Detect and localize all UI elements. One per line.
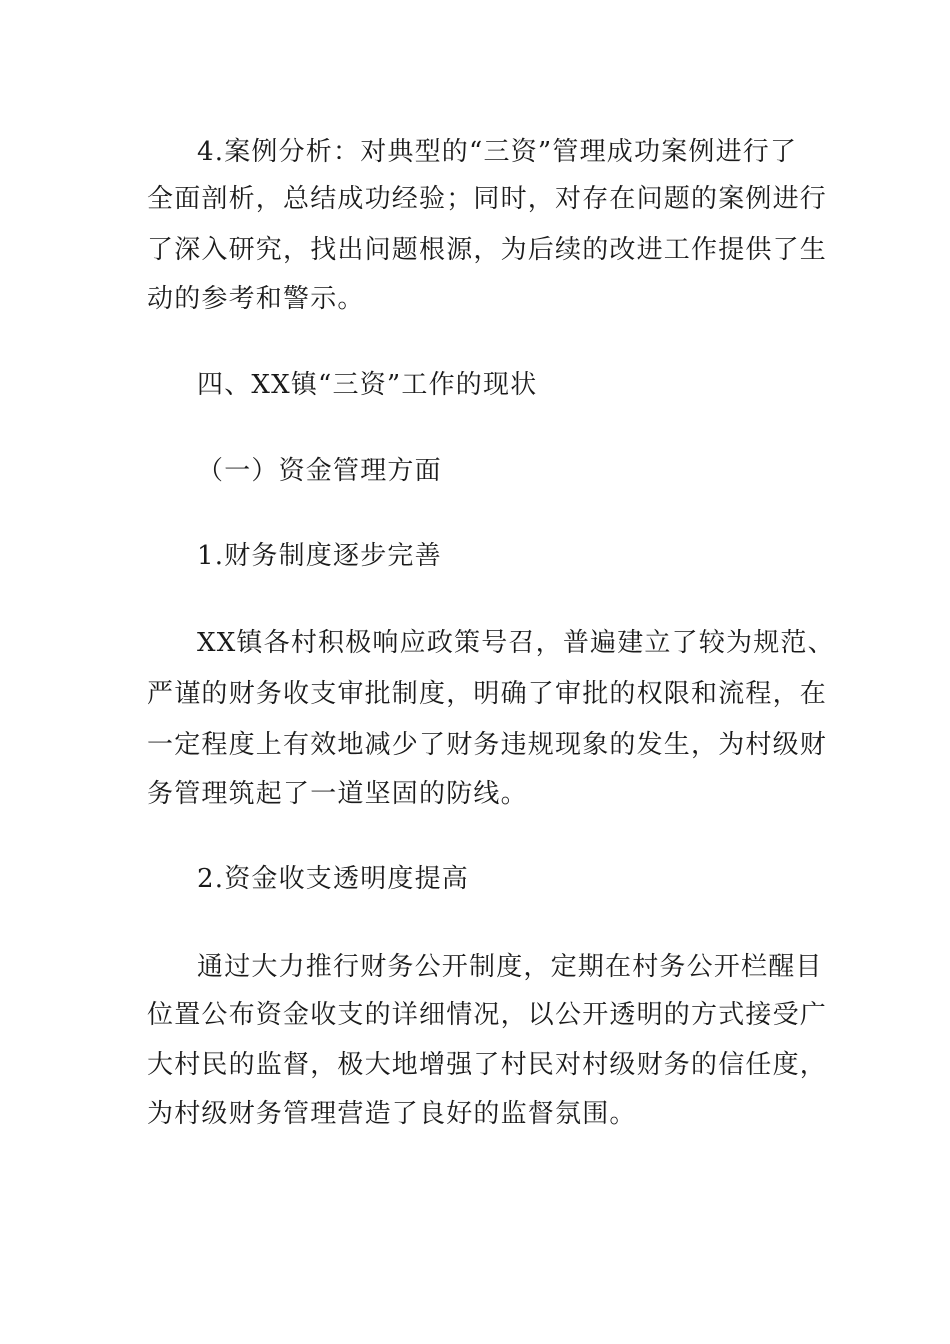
section-heading: 四、XX镇“三资”工作的现状 [197, 370, 538, 400]
paragraph-3-line-4: 为村级财务管理营造了良好的监督氛围。 [147, 1099, 637, 1129]
paragraph-3-line-3: 大村民的监督，极大地增强了村民对村级财务的信任度， [147, 1050, 828, 1080]
item-2-title: 2.资金收支透明度提高 [197, 864, 470, 894]
paragraph-1-line-1: 4.案例分析：对典型的“三资”管理成功案例进行了 [197, 137, 798, 167]
item-1-title: 1.财务制度逐步完善 [197, 541, 442, 571]
paragraph-3-line-1: 通过大力推行财务公开制度，定期在村务公开栏醒目 [197, 952, 823, 982]
paragraph-1-line-2: 全面剖析，总结成功经验；同时，对存在问题的案例进行 [147, 184, 828, 214]
paragraph-2-line-3: 一定程度上有效地减少了财务违规现象的发生，为村级财 [147, 730, 828, 760]
paragraph-1-line-3: 了深入研究，找出问题根源，为后续的改进工作提供了生 [147, 235, 828, 265]
paragraph-2-line-2: 严谨的财务收支审批制度，明确了审批的权限和流程，在 [147, 679, 828, 709]
paragraph-3-line-2: 位置公布资金收支的详细情况，以公开透明的方式接受广 [147, 1000, 828, 1030]
paragraph-1-line-4: 动的参考和警示。 [147, 284, 365, 314]
subsection-heading: （一）资金管理方面 [197, 456, 442, 486]
paragraph-2-line-4: 务管理筑起了一道坚固的防线。 [147, 779, 528, 809]
paragraph-2-line-1: XX镇各村积极响应政策号召，普遍建立了较为规范、 [197, 628, 835, 658]
